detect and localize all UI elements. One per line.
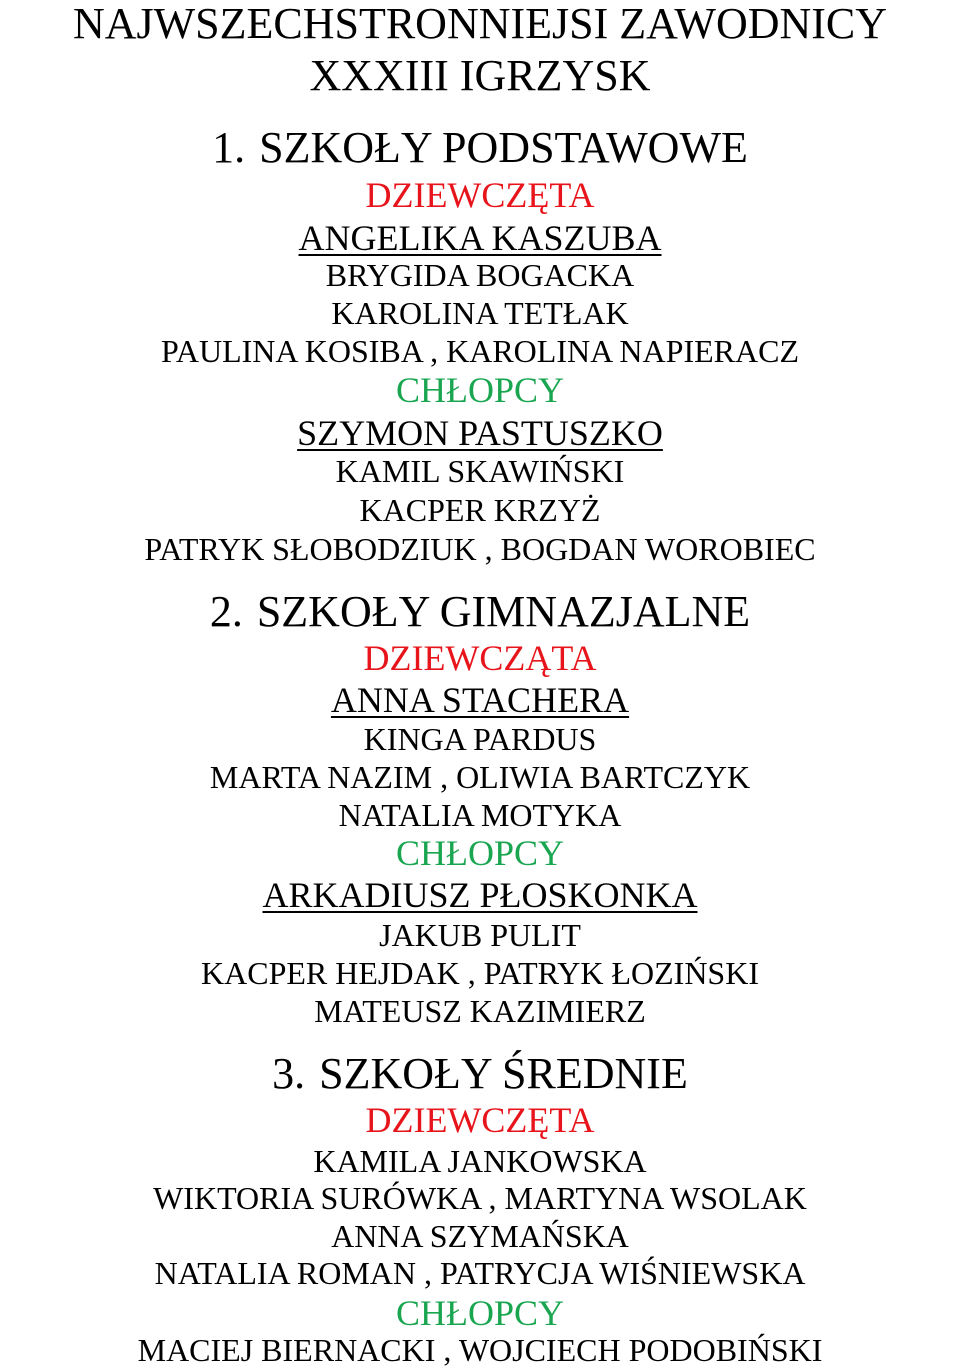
- section-name: SZKOŁY GIMNAZJALNE: [256, 587, 751, 636]
- boys-rank-1: MACIEJ BIERNACKI , WOJCIECH PODOBIŃSKI: [137, 1332, 823, 1368]
- section-number: 2.: [209, 587, 243, 636]
- section-number: 1.: [212, 123, 246, 172]
- girls-rank-1: KAMILA JANKOWSKA: [313, 1143, 647, 1179]
- boys-rank-3: KACPER HEJDAK , PATRYK ŁOZIŃSKI: [201, 955, 759, 991]
- girls-rank-3: ANNA SZYMAŃSKA: [331, 1218, 629, 1254]
- girls-rank-4: NATALIA ROMAN , PATRYCJA WIŚNIEWSKA: [154, 1255, 806, 1291]
- boys-rank-4: PATRYK SŁOBODZIUK , BOGDAN WOROBIEC: [144, 531, 816, 567]
- girls-rank-2: BRYGIDA BOGACKA: [325, 257, 635, 293]
- document-title-line-1: NAJWSZECHSTRONNIEJSI ZAWODNICY: [72, 0, 888, 48]
- girls-rank-3: MARTA NAZIM , OLIWIA BARTCZYK: [209, 759, 751, 795]
- girls-rank-1: ANNA STACHERA: [330, 680, 630, 720]
- section-heading-middle-schools: [0, 587, 960, 636]
- boys-rank-1: ARKADIUSZ PŁOSKONKA: [262, 875, 698, 915]
- category-girls-label: DZIEWCZĘTA: [365, 1100, 595, 1140]
- category-boys-label: CHŁOPCY: [395, 1293, 565, 1333]
- girls-rank-2: WIKTORIA SURÓWKA , MARTYNA WSOLAK: [153, 1180, 807, 1216]
- section-name: SZKOŁY ŚREDNIE: [319, 1049, 688, 1098]
- category-boys-label: CHŁOPCY: [395, 833, 565, 873]
- girls-rank-2: KINGA PARDUS: [363, 721, 597, 757]
- boys-rank-2: JAKUB PULIT: [379, 917, 581, 953]
- category-girls-label: DZIEWCZĘTA: [365, 175, 595, 215]
- girls-rank-3: KAROLINA TETŁAK: [331, 295, 629, 331]
- category-boys-label: CHŁOPCY: [395, 370, 565, 410]
- boys-rank-3: KACPER KRZYŻ: [359, 492, 601, 528]
- boys-rank-2: KAMIL SKAWIŃSKI: [335, 453, 625, 489]
- boys-rank-1: SZYMON PASTUSZKO: [297, 413, 663, 453]
- girls-rank-1: ANGELIKA KASZUBA: [298, 218, 662, 258]
- section-heading-primary-schools: [0, 123, 960, 172]
- boys-rank-4: MATEUSZ KAZIMIERZ: [314, 993, 646, 1029]
- section-number: 3.: [272, 1049, 306, 1098]
- girls-rank-4: PAULINA KOSIBA , KAROLINA NAPIERACZ: [161, 333, 799, 369]
- category-girls-label: DZIEWCZĄTA: [363, 638, 597, 678]
- document-title-line-2: XXXIII IGRZYSK: [309, 51, 651, 100]
- section-name: SZKOŁY PODSTAWOWE: [259, 123, 748, 172]
- section-heading-secondary-schools: [0, 1049, 960, 1098]
- girls-rank-4: NATALIA MOTYKA: [338, 797, 622, 833]
